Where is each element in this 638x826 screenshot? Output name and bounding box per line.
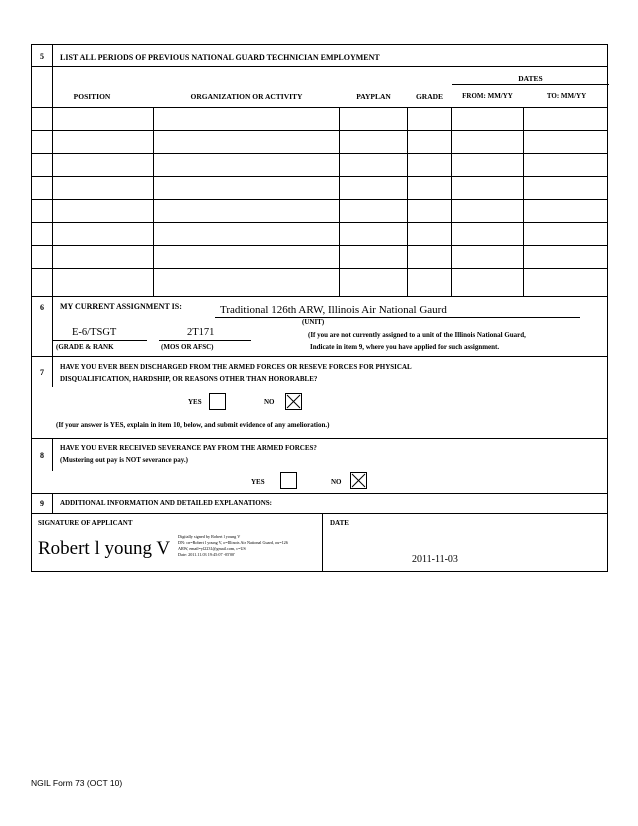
mos-underline (159, 340, 251, 341)
date-value[interactable]: 2011-11-03 (412, 554, 458, 565)
mos-value[interactable]: 2T171 (187, 327, 215, 338)
digital-line: Digitally signed by Robert l young V (178, 534, 241, 539)
no-label: NO (264, 398, 275, 406)
signature-label: SIGNATURE OF APPLICANT (38, 519, 133, 527)
section-8 (32, 439, 607, 494)
no-label: NO (331, 478, 342, 486)
table-row-line (32, 222, 607, 223)
checked-x-icon (286, 394, 301, 409)
section-number: 8 (32, 439, 53, 471)
question-7-line1: HAVE YOU EVER BEEN DISCHARGED FROM THE ARMED FORCES OR RESEVE FORCES FOR PHYSICAL (60, 363, 412, 371)
section-number: 7 (32, 357, 53, 387)
table-row-line (32, 176, 607, 177)
col-dates: DATES (518, 74, 543, 83)
col-to: TO: MM/YY (546, 92, 587, 100)
unit-label: (UNIT) (302, 318, 325, 326)
form (31, 44, 608, 572)
section-7 (32, 357, 607, 439)
table-row-line (32, 153, 607, 154)
assignment-label: MY CURRENT ASSIGNMENT IS: (60, 302, 182, 311)
grade-value[interactable]: E-6/TSGT (72, 327, 117, 338)
question-7-line2: DISQUALIFICATION, HARDSHIP, OR REASONS OTHER THAN HORORABLE? (60, 375, 318, 383)
section-5 (32, 45, 607, 297)
grade-underline (52, 340, 147, 341)
unit-value[interactable]: Traditional 126th ARW, Illinois Air National Gaurd (220, 304, 447, 316)
digital-line: ARW, email=yl2231@gmail.com, c=US (178, 546, 246, 551)
col-grade: GRADE (415, 92, 444, 101)
yes-checkbox[interactable] (280, 472, 297, 489)
table-row-line (32, 245, 607, 246)
section-title: LIST ALL PERIODS OF PREVIOUS NATIONAL GUARD TECHNICIAN EMPLOYMENT (60, 53, 380, 62)
table-row-line (32, 268, 607, 269)
divider (32, 107, 607, 108)
question-8-line1: HAVE YOU EVER RECEIVED SEVERANCE PAY FROM THE ARMED FORCES? (60, 444, 317, 452)
yes-checkbox[interactable] (209, 393, 226, 410)
signature-section (32, 514, 607, 571)
yes-label: YES (251, 478, 265, 486)
col-organization: ORGANIZATION OR ACTIVITY (190, 92, 303, 101)
section-9-title: ADDITIONAL INFORMATION AND DETAILED EXPLANATIONS: (60, 499, 272, 507)
no-checkbox[interactable] (350, 472, 367, 489)
section-number: 6 (32, 297, 53, 356)
grade-label: (GRADE & RANK (56, 343, 114, 351)
divider (32, 66, 607, 67)
table-row-line (32, 130, 607, 131)
assignment-note-1: (If you are not currently assigned to a unit of the Illinois National Guard, (308, 331, 526, 339)
divider (322, 514, 323, 571)
date-label: DATE (330, 519, 349, 527)
col-payplan: PAYPLAN (356, 92, 391, 101)
checked-x-icon (351, 473, 366, 488)
digital-line: DN: cn=Robert l young V, o=Illinois Air National Guard, ou=126 (178, 540, 288, 545)
question-7-note: (If your answer is YES, explain in item 10, below, and submit evidence of any amelioration.) (56, 421, 330, 429)
signature-name[interactable]: Robert l young V (38, 538, 171, 559)
section-9 (32, 494, 607, 514)
divider (452, 84, 609, 85)
digital-line: Date: 2011.11.03 19:45:07 -05'00' (178, 552, 235, 557)
form-footer: NGIL Form 73 (OCT 10) (31, 778, 123, 788)
assignment-note-2: Indicate in item 9, where you have applied for such assignment. (310, 343, 500, 351)
question-8-line2: (Mustering out pay is NOT severance pay.) (60, 456, 189, 464)
section-number: 9 (32, 494, 53, 513)
col-from: FROM: MM/YY (462, 92, 513, 100)
digital-signature-info (178, 534, 288, 558)
section-number: 5 (32, 45, 53, 296)
no-checkbox[interactable] (285, 393, 302, 410)
yes-label: YES (188, 398, 202, 406)
table-row-line (32, 199, 607, 200)
unit-underline (215, 317, 580, 318)
col-position: POSITION (73, 92, 111, 101)
section-6 (32, 297, 607, 357)
mos-label: (MOS OR AFSC) (161, 343, 214, 351)
